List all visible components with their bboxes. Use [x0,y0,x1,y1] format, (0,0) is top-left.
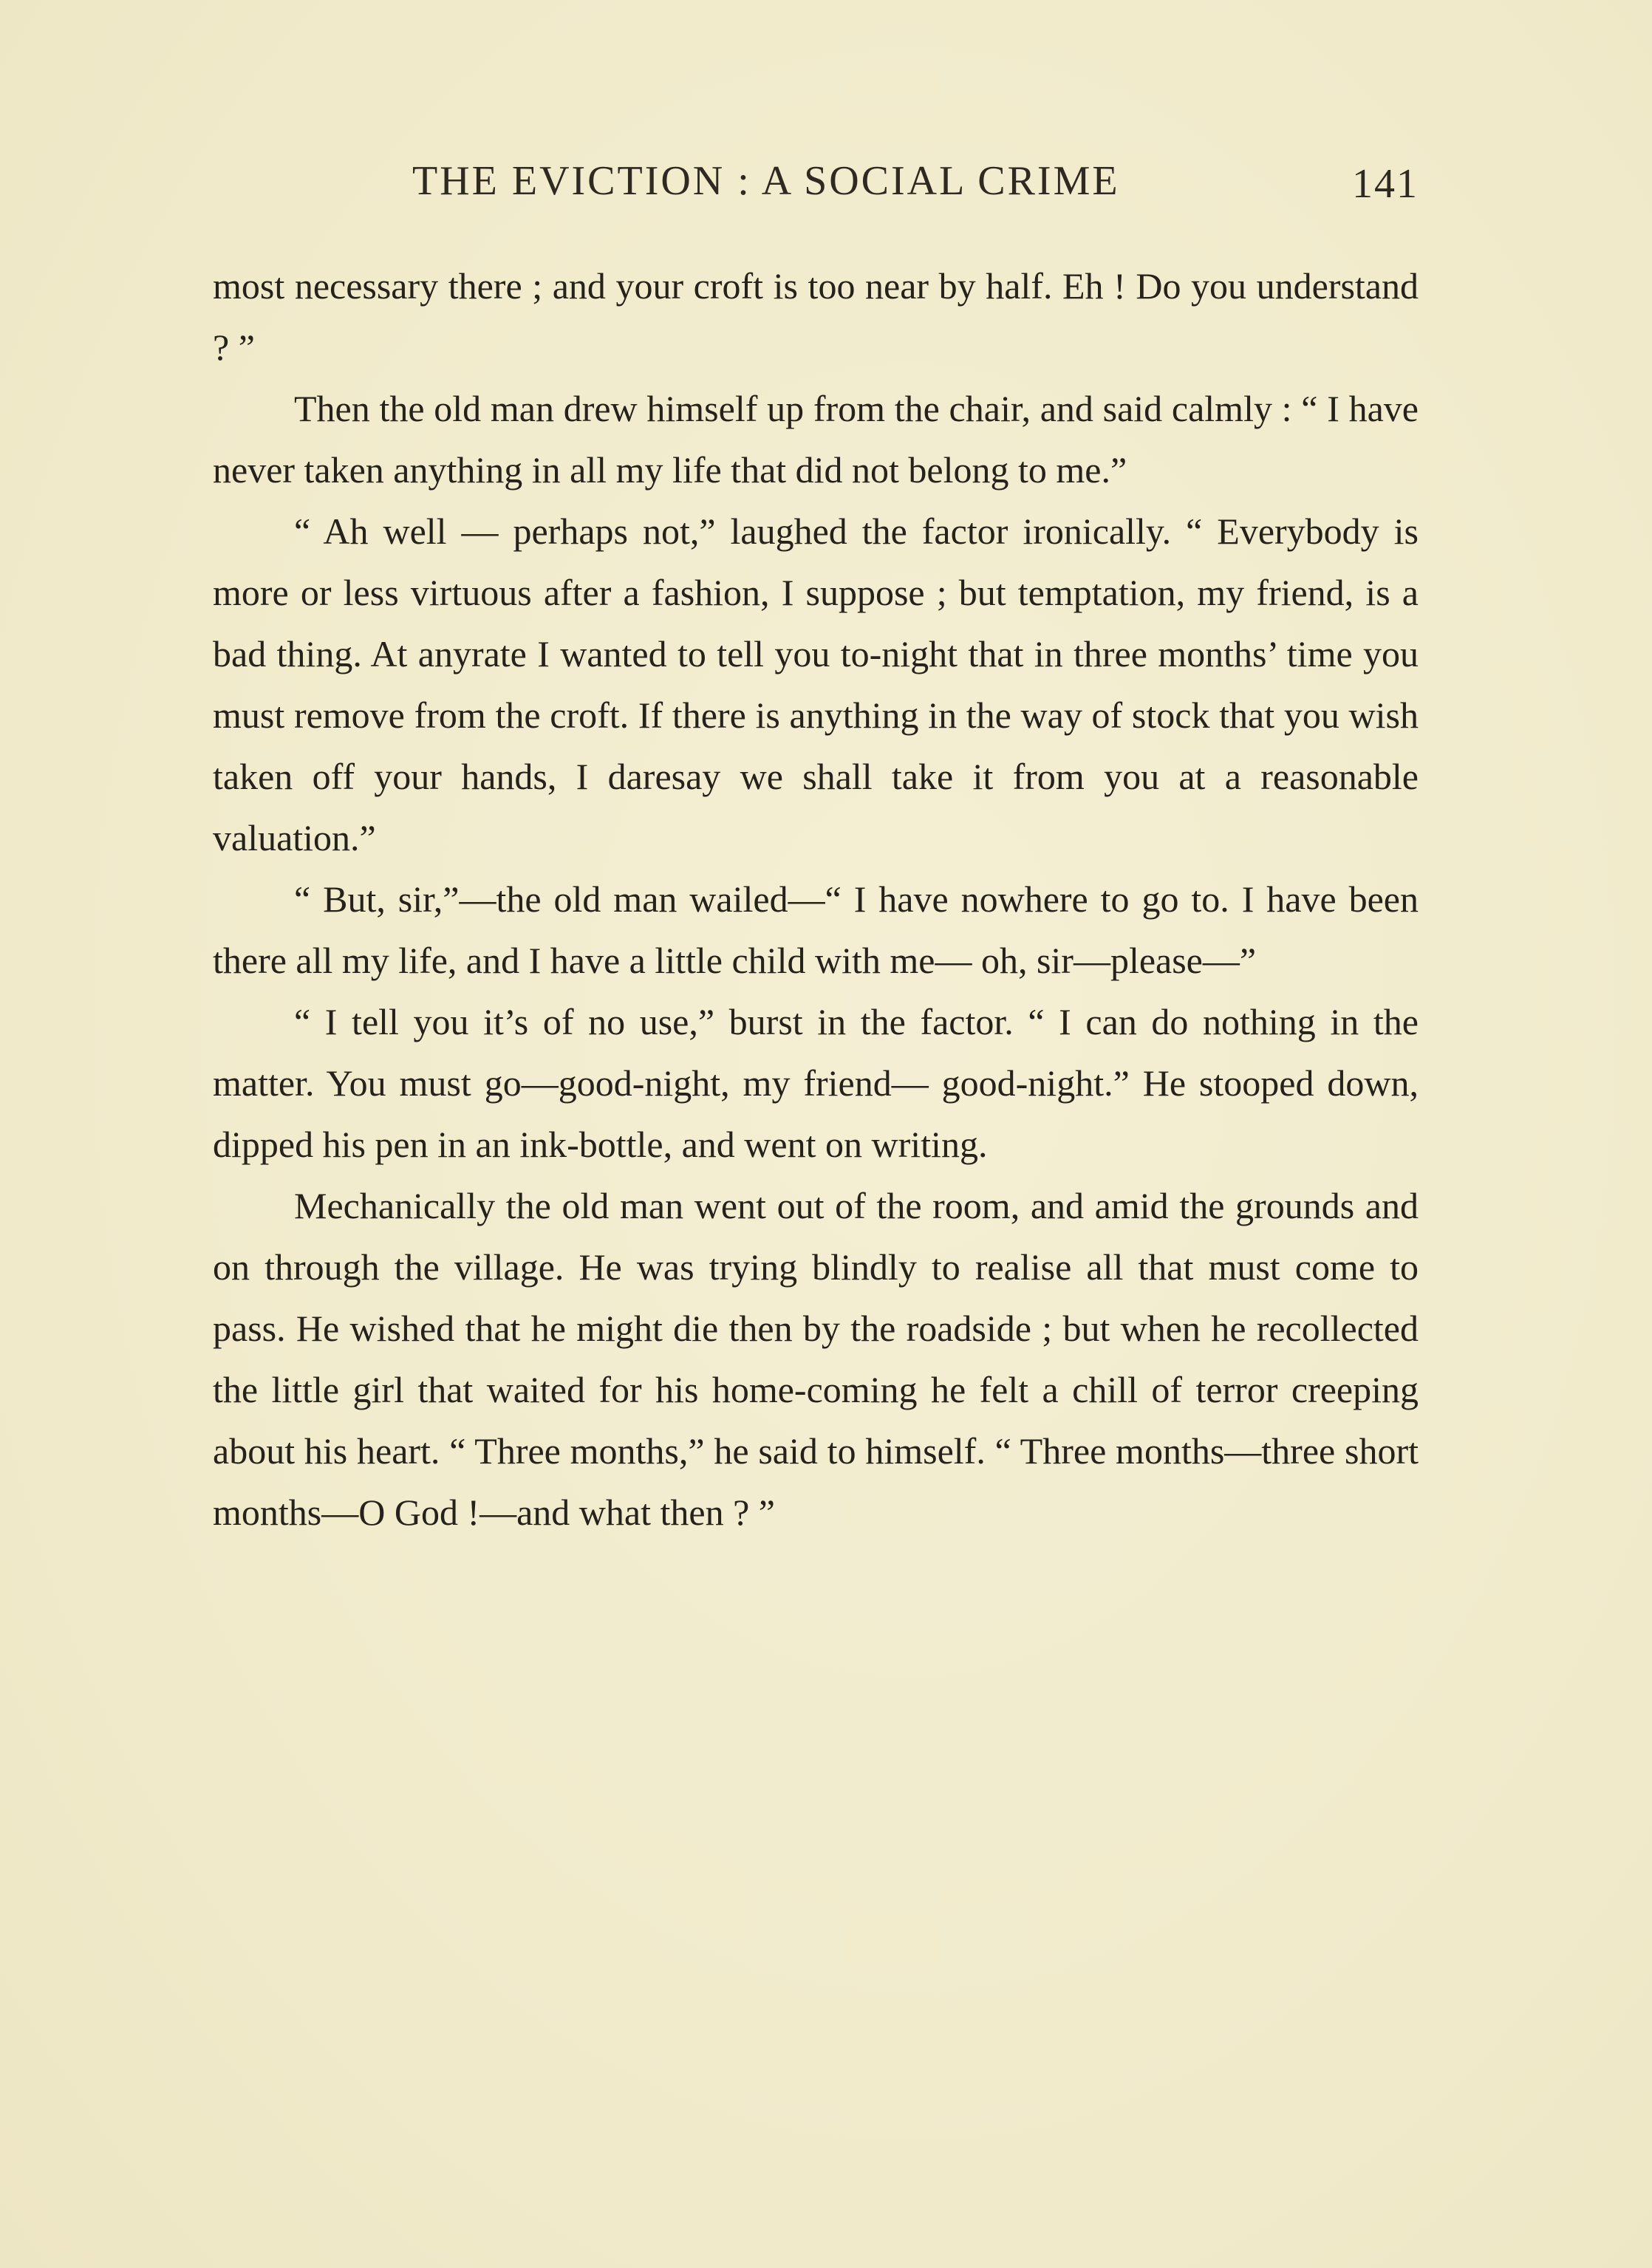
paragraph: Then the old man drew himself up from the chair, and said calmly : “ I have never taken anything in all my life that did not belong to me.” [213,388,1419,491]
page-number: 141 [1352,161,1419,207]
body-text [213,256,1419,1543]
running-title: THE EVICTION : A SOCIAL CRIME [412,158,1120,204]
paragraph: “ But, sir,”—the old man wailed—“ I have nowhere to go to. I have been there all my life, and I have a little child with me— oh, sir—please—” [213,878,1419,981]
running-head [213,151,1419,211]
paragraph-continuation: most necessary there ; and your croft is too near by half. Eh ! Do you understand ? ” [213,265,1419,368]
paragraph: “ I tell you it’s of no use,” burst in the factor. “ I can do nothing in the matter. You must go—good-night, my friend— good-night.” He stooped down, dipped his pen in an ink-bottle, and went on writing. [213,1001,1419,1165]
paragraph: “ Ah well — perhaps not,” laughed the factor ironically. “ Everybody is more or less virtuous after a fashion, I suppose ; but temptation, my friend, is a bad thing. At anyrate I wanted to tell you to-night that in three months’ time you must remove from the croft. If there is anything in the way of stock that you wish taken off your hands, I daresay we shall take it from you at a reasonable valuation.” [213,510,1419,858]
paragraph: Mechanically the old man went out of the room, and amid the grounds and on through the village. He was trying blindly to realise all that must come to pass. He wished that he might die then by the roadside ; but when he recollected the little girl that waited for his home-coming he felt a chill of terror creeping about his heart. “ Three months,” he said to himself. “ Three months—three short months—O God !—and what then ? ” [213,1185,1419,1533]
